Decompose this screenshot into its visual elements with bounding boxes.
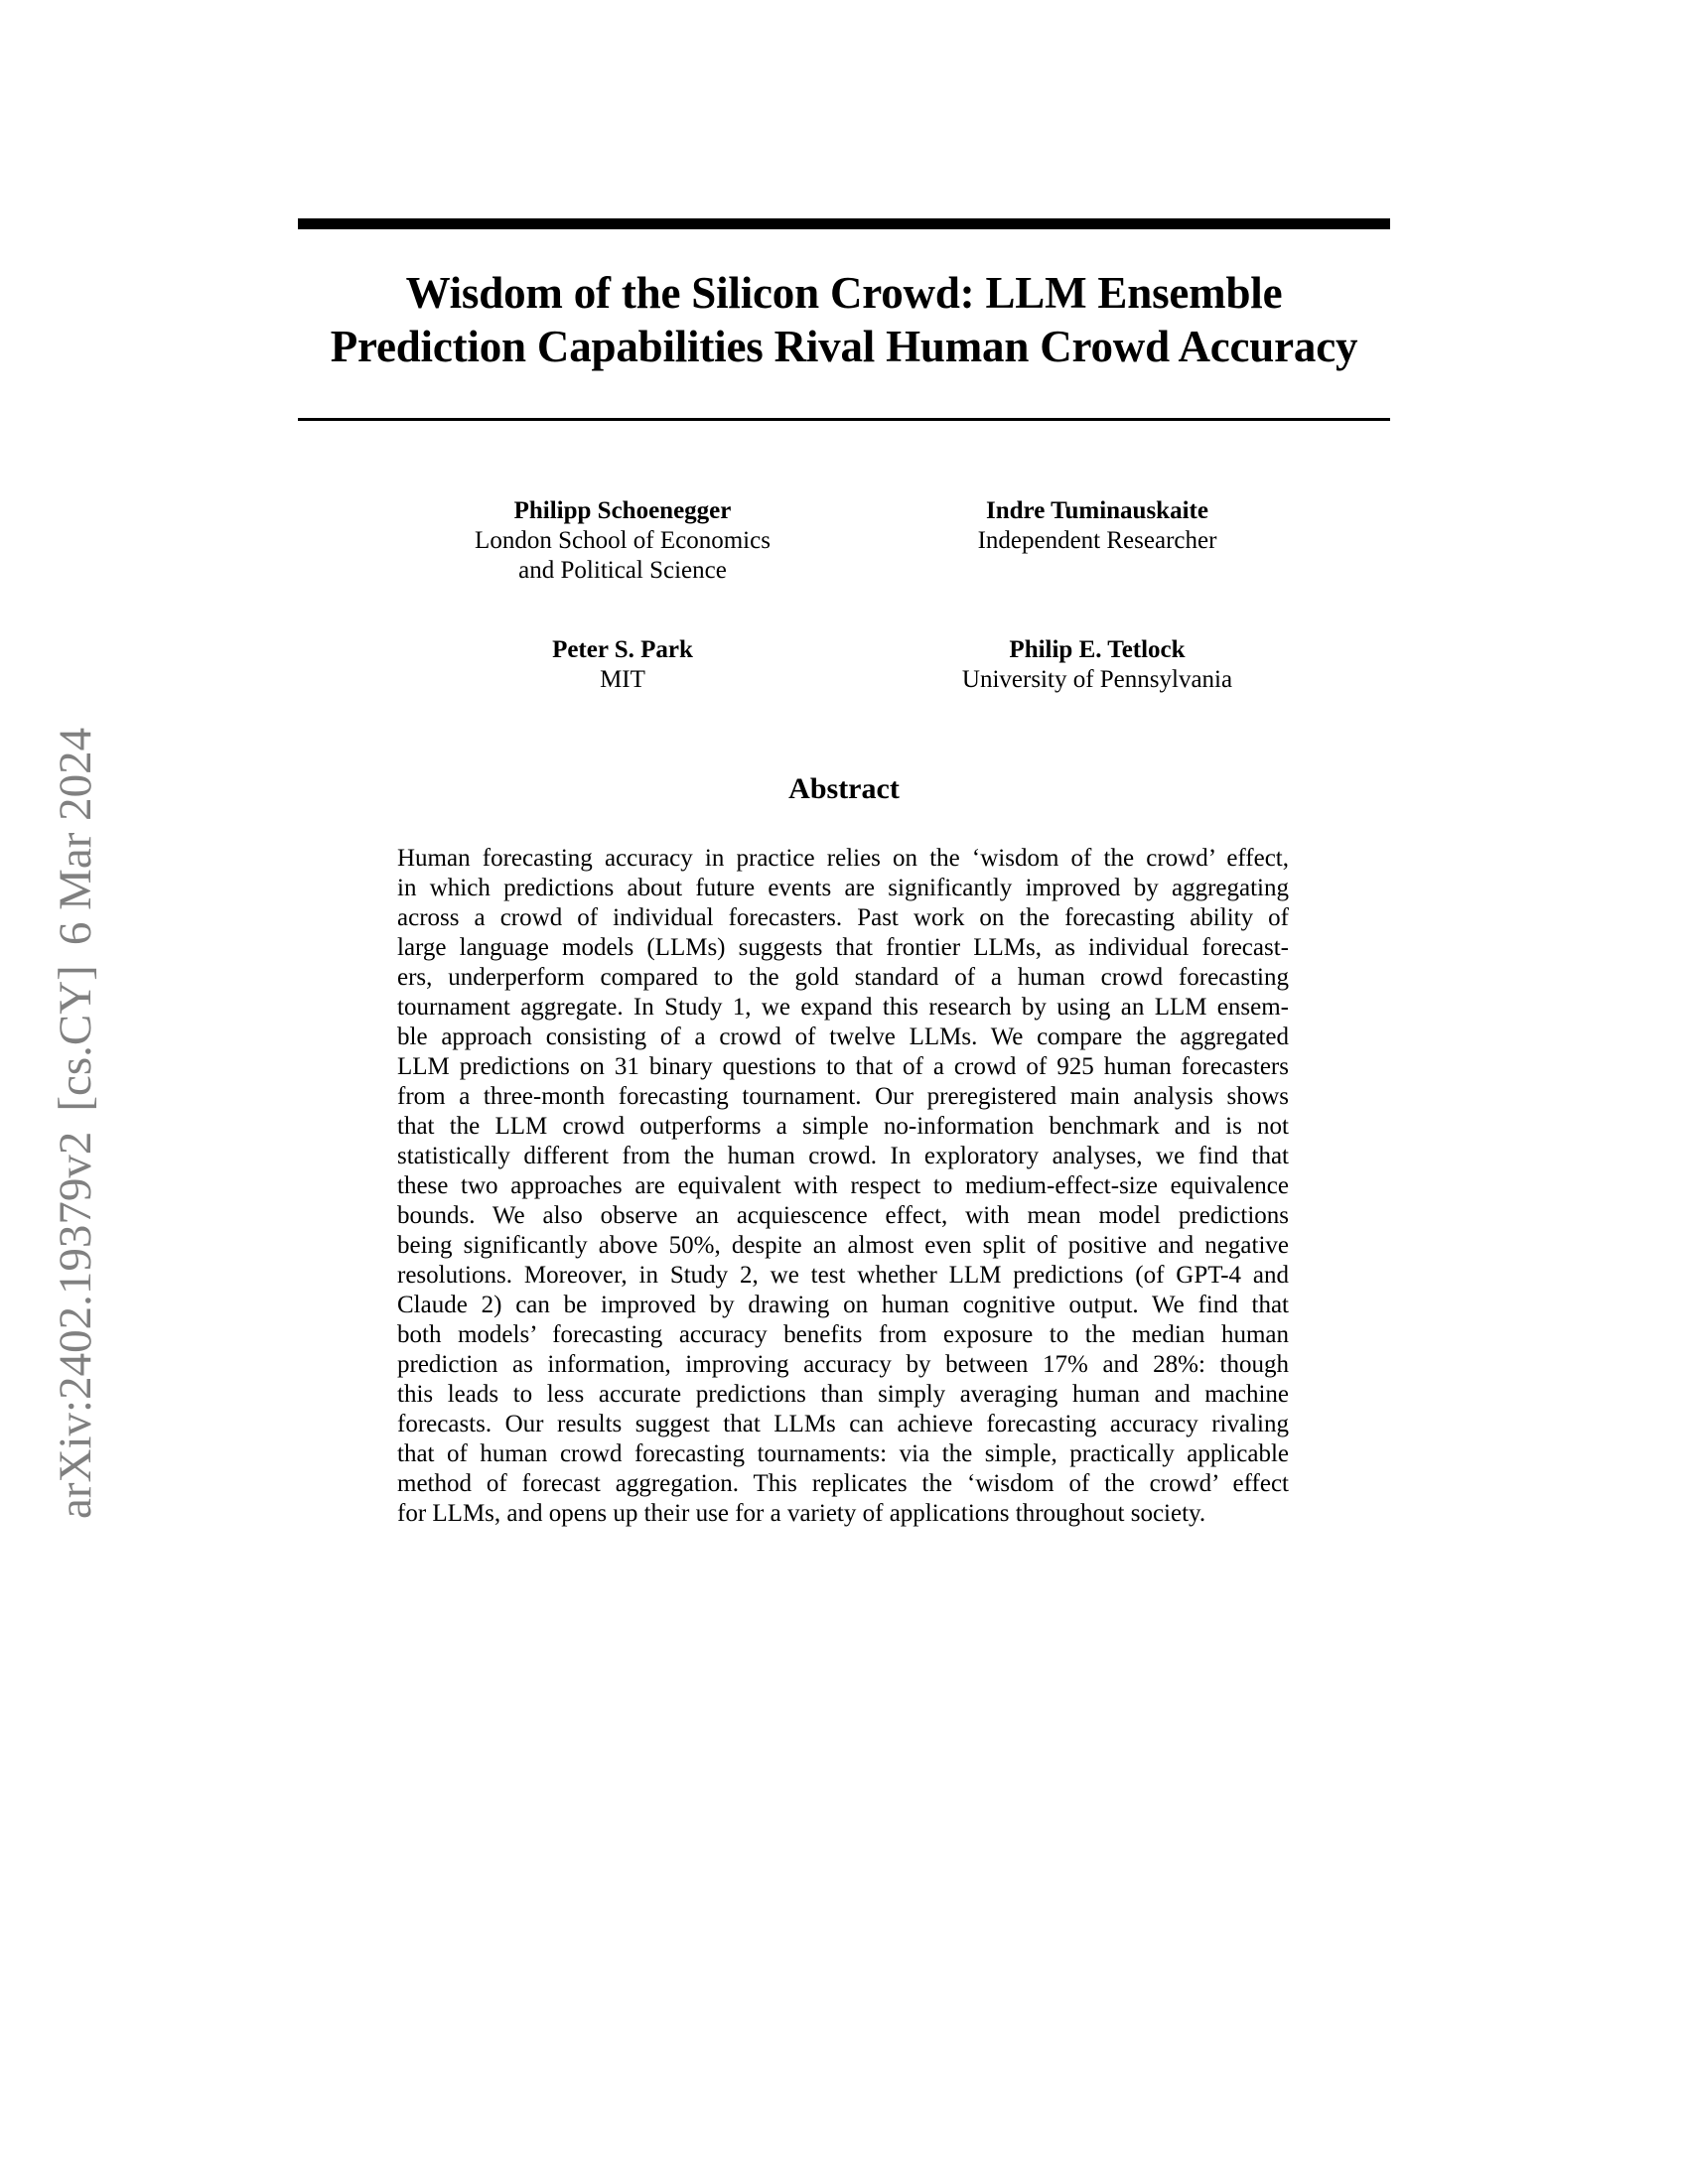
author-affiliation: and Political Science bbox=[518, 557, 727, 584]
abstract-line: this leads to less accurate predictions than simply averaging human and machine bbox=[397, 1381, 1289, 1408]
abstract-line: method of forecast aggregation. This replicates the ‘wisdom of the crowd’ effect bbox=[397, 1470, 1289, 1497]
abstract-line: resolutions. Moreover, in Study 2, we test whether LLM predictions (of GPT-4 and bbox=[397, 1262, 1289, 1289]
abstract-line: prediction as information, improving accuracy by between 17% and 28%: though bbox=[397, 1351, 1289, 1378]
abstract-line: across a crowd of individual forecasters. Past work on the forecasting ability of bbox=[397, 904, 1289, 931]
abstract-line: ble approach consisting of a crowd of twelve LLMs. We compare the aggregated bbox=[397, 1024, 1289, 1050]
abstract-line: in which predictions about future events are significantly improved by aggregating bbox=[397, 875, 1289, 901]
arxiv-category: [cs.CY] bbox=[50, 965, 101, 1112]
abstract-line: from a three-month forecasting tournament. Our preregistered main analysis shows bbox=[397, 1083, 1289, 1110]
author-name: Philip E. Tetlock bbox=[1009, 636, 1186, 663]
arxiv-id: arXiv:2402.19379v2 bbox=[50, 1131, 101, 1519]
abstract-line: that of human crowd forecasting tournaments: via the simple, practically applicable bbox=[397, 1440, 1289, 1467]
arxiv-date: 6 Mar 2024 bbox=[50, 727, 101, 946]
abstract-line: tournament aggregate. In Study 1, we expand this research by using an LLM ensem- bbox=[397, 994, 1289, 1021]
abstract-line: forecasts. Our results suggest that LLMs can achieve forecasting accuracy rivaling bbox=[397, 1411, 1289, 1437]
abstract-line: large language models (LLMs) suggests that frontier LLMs, as individual forecast- bbox=[397, 934, 1289, 961]
author-affiliation: Independent Researcher bbox=[977, 527, 1217, 554]
abstract-line: both models’ forecasting accuracy benefits from exposure to the median human bbox=[397, 1321, 1289, 1348]
author-block bbox=[889, 635, 1306, 695]
author-name: Peter S. Park bbox=[552, 636, 693, 663]
abstract-line: Claude 2) can be improved by drawing on human cognitive output. We find that bbox=[397, 1292, 1289, 1318]
abstract-line: for LLMs, and opens up their use for a variety of applications throughout society. bbox=[397, 1500, 1206, 1527]
author-name: Indre Tuminauskaite bbox=[986, 497, 1208, 524]
paper-title bbox=[298, 266, 1390, 373]
abstract-line: bounds. We also observe an acquiescence effect, with mean model predictions bbox=[397, 1202, 1289, 1229]
abstract-line: statistically different from the human crowd. In exploratory analyses, we find that bbox=[397, 1143, 1289, 1169]
author-block bbox=[889, 496, 1306, 556]
abstract-line: Human forecasting accuracy in practice relies on the ‘wisdom of the crowd’ effect, bbox=[397, 845, 1289, 872]
abstract-line: ers, underperform compared to the gold standard of a human crowd forecasting bbox=[397, 964, 1289, 991]
abstract-line: that the LLM crowd outperforms a simple no-information benchmark and is not bbox=[397, 1113, 1289, 1140]
abstract-line: these two approaches are equivalent with respect to medium-effect-size equivalence bbox=[397, 1172, 1289, 1199]
abstract-line: being significantly above 50%, despite an almost even split of positive and negative bbox=[397, 1232, 1289, 1259]
author-block bbox=[414, 496, 831, 586]
author-affiliation: MIT bbox=[600, 666, 645, 693]
author-name: Philipp Schoenegger bbox=[513, 497, 732, 524]
title-bottom-rule bbox=[298, 418, 1390, 421]
arxiv-side-stamp bbox=[50, 581, 101, 1519]
title-top-rule bbox=[298, 218, 1390, 229]
title-line-2: Prediction Capabilities Rival Human Crowd Accuracy bbox=[330, 322, 1358, 371]
author-affiliation: University of Pennsylvania bbox=[961, 666, 1233, 693]
abstract-heading: Abstract bbox=[788, 772, 900, 805]
title-line-1: Wisdom of the Silicon Crowd: LLM Ensemble bbox=[405, 268, 1283, 318]
author-block bbox=[414, 635, 831, 695]
author-affiliation: London School of Economics bbox=[475, 527, 771, 554]
abstract-line: LLM predictions on 31 binary questions to that of a crowd of 925 human forecasters bbox=[397, 1053, 1289, 1080]
abstract-body bbox=[397, 844, 1289, 1529]
